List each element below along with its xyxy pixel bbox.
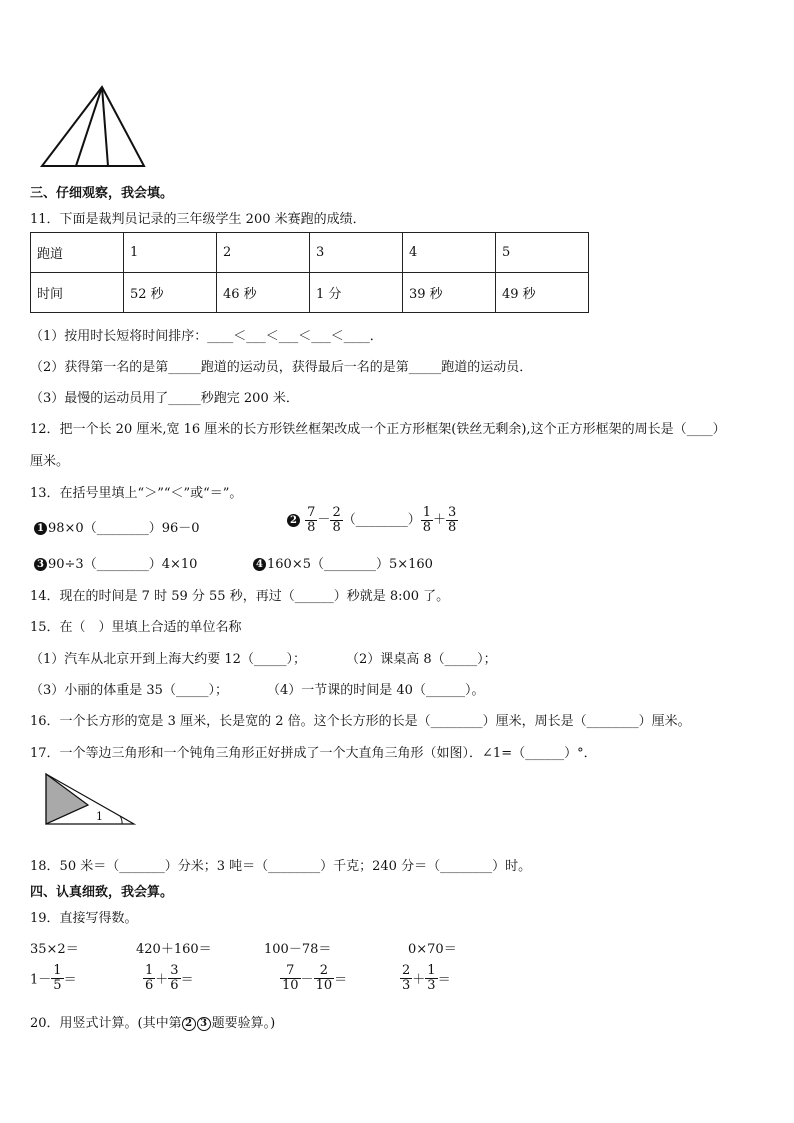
triangle-figure bbox=[36, 82, 156, 172]
q11-sub1: （1）按用时长短将时间排序：____＜___＜___＜___＜____． bbox=[30, 329, 383, 344]
equals-sign: ＝ bbox=[437, 972, 451, 988]
fraction bbox=[425, 964, 437, 992]
denominator: 3 bbox=[402, 977, 411, 993]
angle-label: 1 bbox=[96, 810, 103, 823]
minuend: 1－ bbox=[30, 972, 52, 988]
q19-expr4: 0×70＝ bbox=[408, 942, 457, 957]
q13-item3-text: 90÷3（________）4×10 bbox=[48, 557, 198, 572]
q19-frac4 bbox=[400, 964, 451, 992]
minus-sign: － bbox=[300, 972, 314, 988]
section-4-heading: 四、认真细致，我会算。 bbox=[30, 885, 174, 900]
circled-number: 3 bbox=[197, 1017, 211, 1031]
q15-stem: 15．在（ ）里填上合适的单位名称 bbox=[30, 620, 242, 635]
plus-sign: ＋ bbox=[155, 972, 169, 988]
numerator: 1 bbox=[53, 963, 62, 978]
table-row bbox=[31, 273, 589, 313]
race-results-table bbox=[30, 232, 589, 313]
fraction bbox=[421, 506, 433, 534]
q13-item3 bbox=[34, 553, 197, 572]
plus-sign: ＋ bbox=[433, 512, 447, 528]
q12-line2: 厘米。 bbox=[30, 454, 70, 469]
numerator: 3 bbox=[448, 505, 457, 520]
equals-sign: ＝ bbox=[180, 972, 194, 988]
numerator: 2 bbox=[314, 964, 335, 979]
q13-item4-text: 160×5（________）5×160 bbox=[267, 557, 433, 572]
q19-expr3: 100－78＝ bbox=[264, 942, 332, 957]
fraction bbox=[446, 506, 458, 534]
table-cell: 5 bbox=[496, 233, 589, 273]
q20-pre: 20．用竖式计算。(其中第 bbox=[30, 1016, 182, 1031]
numerator: 1 bbox=[427, 963, 436, 978]
numerator: 1 bbox=[422, 505, 432, 520]
denominator: 6 bbox=[145, 977, 154, 993]
q15-sub2: （2）课桌高 8（_____）； bbox=[346, 652, 497, 667]
numerator: 7 bbox=[307, 505, 316, 520]
fraction bbox=[314, 964, 335, 992]
q20-text bbox=[30, 1012, 275, 1031]
q19-frac2 bbox=[143, 964, 194, 992]
table-cell: 1 bbox=[124, 233, 217, 273]
denominator: 3 bbox=[427, 977, 436, 993]
table-row bbox=[31, 233, 589, 273]
section-3-heading: 三、仔细观察，我会填。 bbox=[30, 186, 174, 201]
fraction bbox=[305, 506, 317, 534]
table-cell: 3 bbox=[310, 233, 403, 273]
table-cell: 时间 bbox=[31, 273, 124, 313]
denominator: 8 bbox=[448, 519, 457, 535]
table-cell: 49 秒 bbox=[496, 273, 589, 313]
table-cell: 4 bbox=[403, 233, 496, 273]
q13-item1-text: 98×0（________）96－0 bbox=[48, 521, 200, 536]
fraction bbox=[400, 964, 412, 992]
table-cell: 52 秒 bbox=[124, 273, 217, 313]
numerator: 7 bbox=[280, 964, 301, 979]
fraction bbox=[143, 964, 155, 992]
denominator: 5 bbox=[53, 977, 62, 993]
table-cell: 39 秒 bbox=[403, 273, 496, 313]
q15-sub4: （4）一节课的时间是 40（______）。 bbox=[267, 683, 485, 698]
fraction bbox=[168, 964, 180, 992]
q15-sub1: （1）汽车从北京开到上海大约要 12（_____）； bbox=[30, 652, 306, 667]
q19-frac3 bbox=[280, 964, 347, 992]
q14-text: 14．现在的时间是 7 时 59 分 55 秒，再过（______）秒就是 8:00 了。 bbox=[30, 589, 450, 604]
q16-text: 16．一个长方形的宽是 3 厘米，长是宽的 2 倍。这个长方形的长是（________）厘米，周长是（________）厘米。 bbox=[30, 714, 691, 729]
q17-text: 17．一个等边三角形和一个钝角三角形正好拼成了一个大直角三角形（如图）．∠1=（______）°． bbox=[30, 746, 597, 761]
q13-stem: 13．在括号里填上“＞”“＜”或“＝”。 bbox=[30, 486, 243, 501]
answer-blank: （________） bbox=[342, 512, 421, 528]
q19-expr2: 420＋160＝ bbox=[136, 942, 212, 957]
q18-text: 18．50 米＝（_______）分米；3 吨＝（________）千克；240 分＝（________）时。 bbox=[30, 859, 532, 874]
q12-line1: 12．把一个长 20 厘米,宽 16 厘米的长方形铁丝框架改成一个正方形框架(铁丝无剩余),这个正方形框架的周长是（____） bbox=[30, 422, 726, 437]
circled-number: 4 bbox=[253, 558, 266, 571]
table-cell: 46 秒 bbox=[217, 273, 310, 313]
q20-post: 题要验算。) bbox=[211, 1016, 276, 1031]
numerator: 1 bbox=[145, 963, 154, 978]
equals-sign: ＝ bbox=[334, 972, 348, 988]
fraction bbox=[280, 964, 301, 992]
q13-item4 bbox=[253, 553, 433, 572]
q19-stem: 19．直接写得数。 bbox=[30, 911, 138, 926]
right-triangle-figure bbox=[42, 770, 142, 830]
circled-number: 2 bbox=[287, 514, 300, 527]
circled-number: 1 bbox=[34, 522, 47, 535]
table-cell: 2 bbox=[217, 233, 310, 273]
table-cell: 1 分 bbox=[310, 273, 403, 313]
plus-sign: ＋ bbox=[412, 972, 426, 988]
q11-sub2: （2）获得第一名的是第_____跑道的运动员，获得最后一名的是第_____跑道的运动员． bbox=[30, 360, 533, 375]
denominator: 10 bbox=[315, 977, 333, 993]
denominator: 10 bbox=[282, 977, 299, 993]
denominator: 8 bbox=[332, 519, 341, 535]
denominator: 6 bbox=[170, 977, 179, 993]
q13-item2 bbox=[287, 506, 458, 534]
denominator: 8 bbox=[422, 519, 432, 535]
q19-frac1 bbox=[30, 964, 77, 992]
minus-sign: － bbox=[317, 512, 331, 528]
numerator: 3 bbox=[170, 963, 179, 978]
table-cell: 跑道 bbox=[31, 233, 124, 273]
fraction bbox=[330, 506, 342, 534]
numerator: 2 bbox=[402, 963, 411, 978]
circled-number: 2 bbox=[182, 1017, 196, 1031]
q13-item1 bbox=[34, 517, 200, 536]
q11-sub3: （3）最慢的运动员用了_____秒跑完 200 米． bbox=[30, 391, 299, 406]
fraction bbox=[51, 964, 63, 992]
q11-stem: 11．下面是裁判员记录的三年级学生 200 米赛跑的成绩． bbox=[30, 212, 366, 227]
equals-sign: ＝ bbox=[63, 972, 77, 988]
denominator: 8 bbox=[307, 519, 316, 535]
q19-expr1: 35×2＝ bbox=[30, 942, 79, 957]
numerator: 2 bbox=[332, 505, 341, 520]
circled-number: 3 bbox=[34, 558, 47, 571]
q15-sub3: （3）小丽的体重是 35（_____）； bbox=[30, 683, 228, 698]
